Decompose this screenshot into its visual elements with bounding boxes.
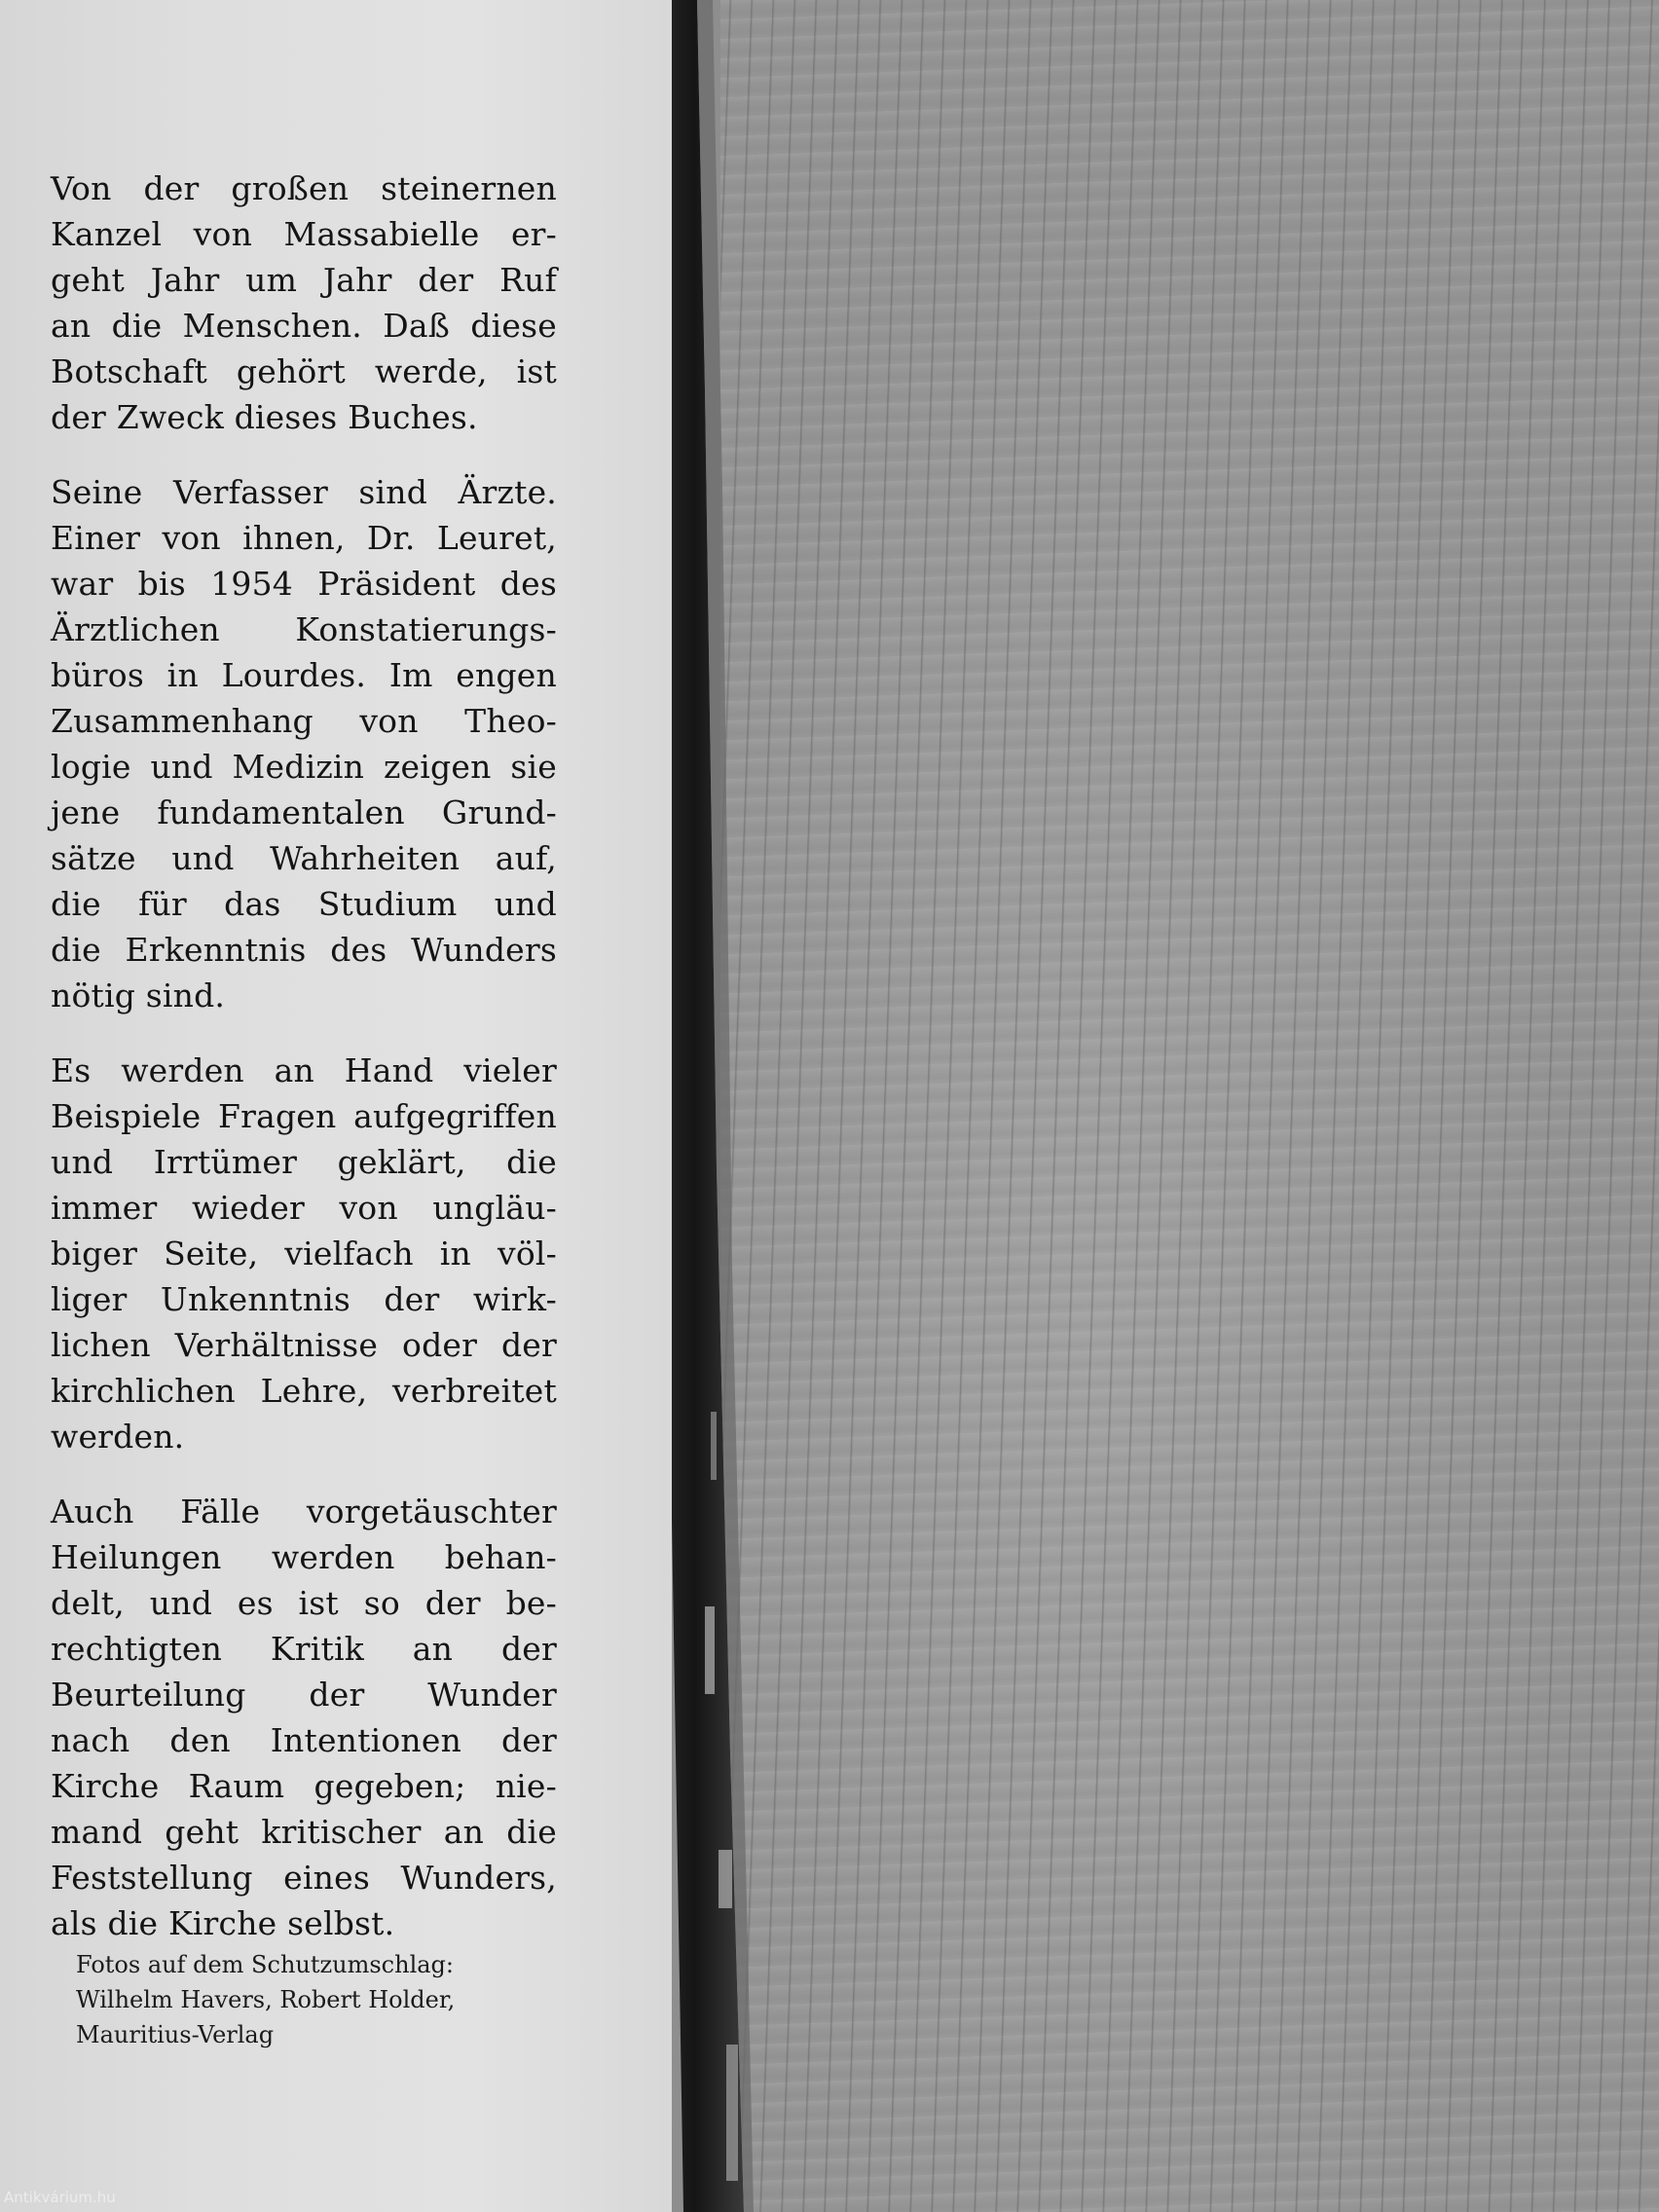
text-line: als die Kirche selbst. [51,1904,395,1942]
book-flap-page [0,0,672,2212]
text-line: logie und Medizin zeigen sie [51,748,557,786]
text-line: jene fundamentalen Grund- [51,793,557,831]
photo-credits [76,1947,582,2052]
text-line: geht Jahr um Jahr der Ruf [51,261,557,299]
text-line: und Irrtümer geklärt, die [51,1143,557,1181]
credit-line: Wilhelm Havers, Robert Holder, [76,1986,456,2013]
paragraph-3 [51,1048,557,1459]
text-line: mand geht kritischer an die [51,1813,557,1851]
text-line: Es werden an Hand vieler [51,1051,557,1089]
text-line: sätze und Wahrheiten auf, [51,839,557,877]
text-line: Ärztlichen Konstatierungs- [51,610,557,648]
text-line: Seine Verfasser sind Ärzte. [51,473,557,511]
paragraph-1 [51,166,557,440]
text-line: lichen Verhältnisse oder der [51,1326,557,1364]
credit-line: Fotos auf dem Schutzumschlag: [76,1951,455,1978]
text-line: Von der großen steinernen [51,169,557,207]
text-line: Auch Fälle vorgetäuschter [51,1493,557,1530]
paragraph-4 [51,1489,557,1946]
text-line: werden. [51,1418,185,1456]
textured-cover [720,0,1659,2212]
text-line: der Zweck dieses Buches. [51,398,478,436]
paragraph-2 [51,469,557,1018]
blurb-text [51,166,557,1975]
text-line: Feststellung eines Wunders, [51,1859,557,1897]
text-line: biger Seite, vielfach in völ- [51,1235,557,1272]
credit-line: Mauritius-Verlag [76,2021,275,2048]
text-line: rechtigten Kritik an der [51,1630,557,1668]
text-line: delt, und es ist so der be- [51,1584,557,1622]
text-line: Kanzel von Massabielle er- [51,215,557,253]
watermark: Antikvárium.hu [4,2189,116,2206]
text-line: Heilungen werden behan- [51,1538,557,1576]
text-line: Beurteilung der Wunder [51,1676,557,1714]
text-line: büros in Lourdes. Im engen [51,656,557,694]
text-line: liger Unkenntnis der wirk- [51,1280,557,1318]
text-line: immer wieder von ungläu- [51,1189,557,1227]
text-line: Botschaft gehört werde, ist [51,352,557,390]
text-line: die Erkenntnis des Wunders [51,931,557,969]
text-line: kirchlichen Lehre, verbreitet [51,1372,557,1410]
text-line: war bis 1954 Präsident des [51,565,557,603]
text-line: Beispiele Fragen aufgegriffen [51,1097,557,1135]
text-line: Einer von ihnen, Dr. Leuret, [51,519,557,557]
text-line: Kirche Raum gegeben; nie- [51,1767,557,1805]
text-line: nach den Intentionen der [51,1721,557,1759]
text-line: an die Menschen. Daß diese [51,307,557,345]
text-line: nötig sind. [51,977,226,1014]
text-line: Zusammenhang von Theo- [51,702,557,740]
text-line: die für das Studium und [51,885,557,923]
